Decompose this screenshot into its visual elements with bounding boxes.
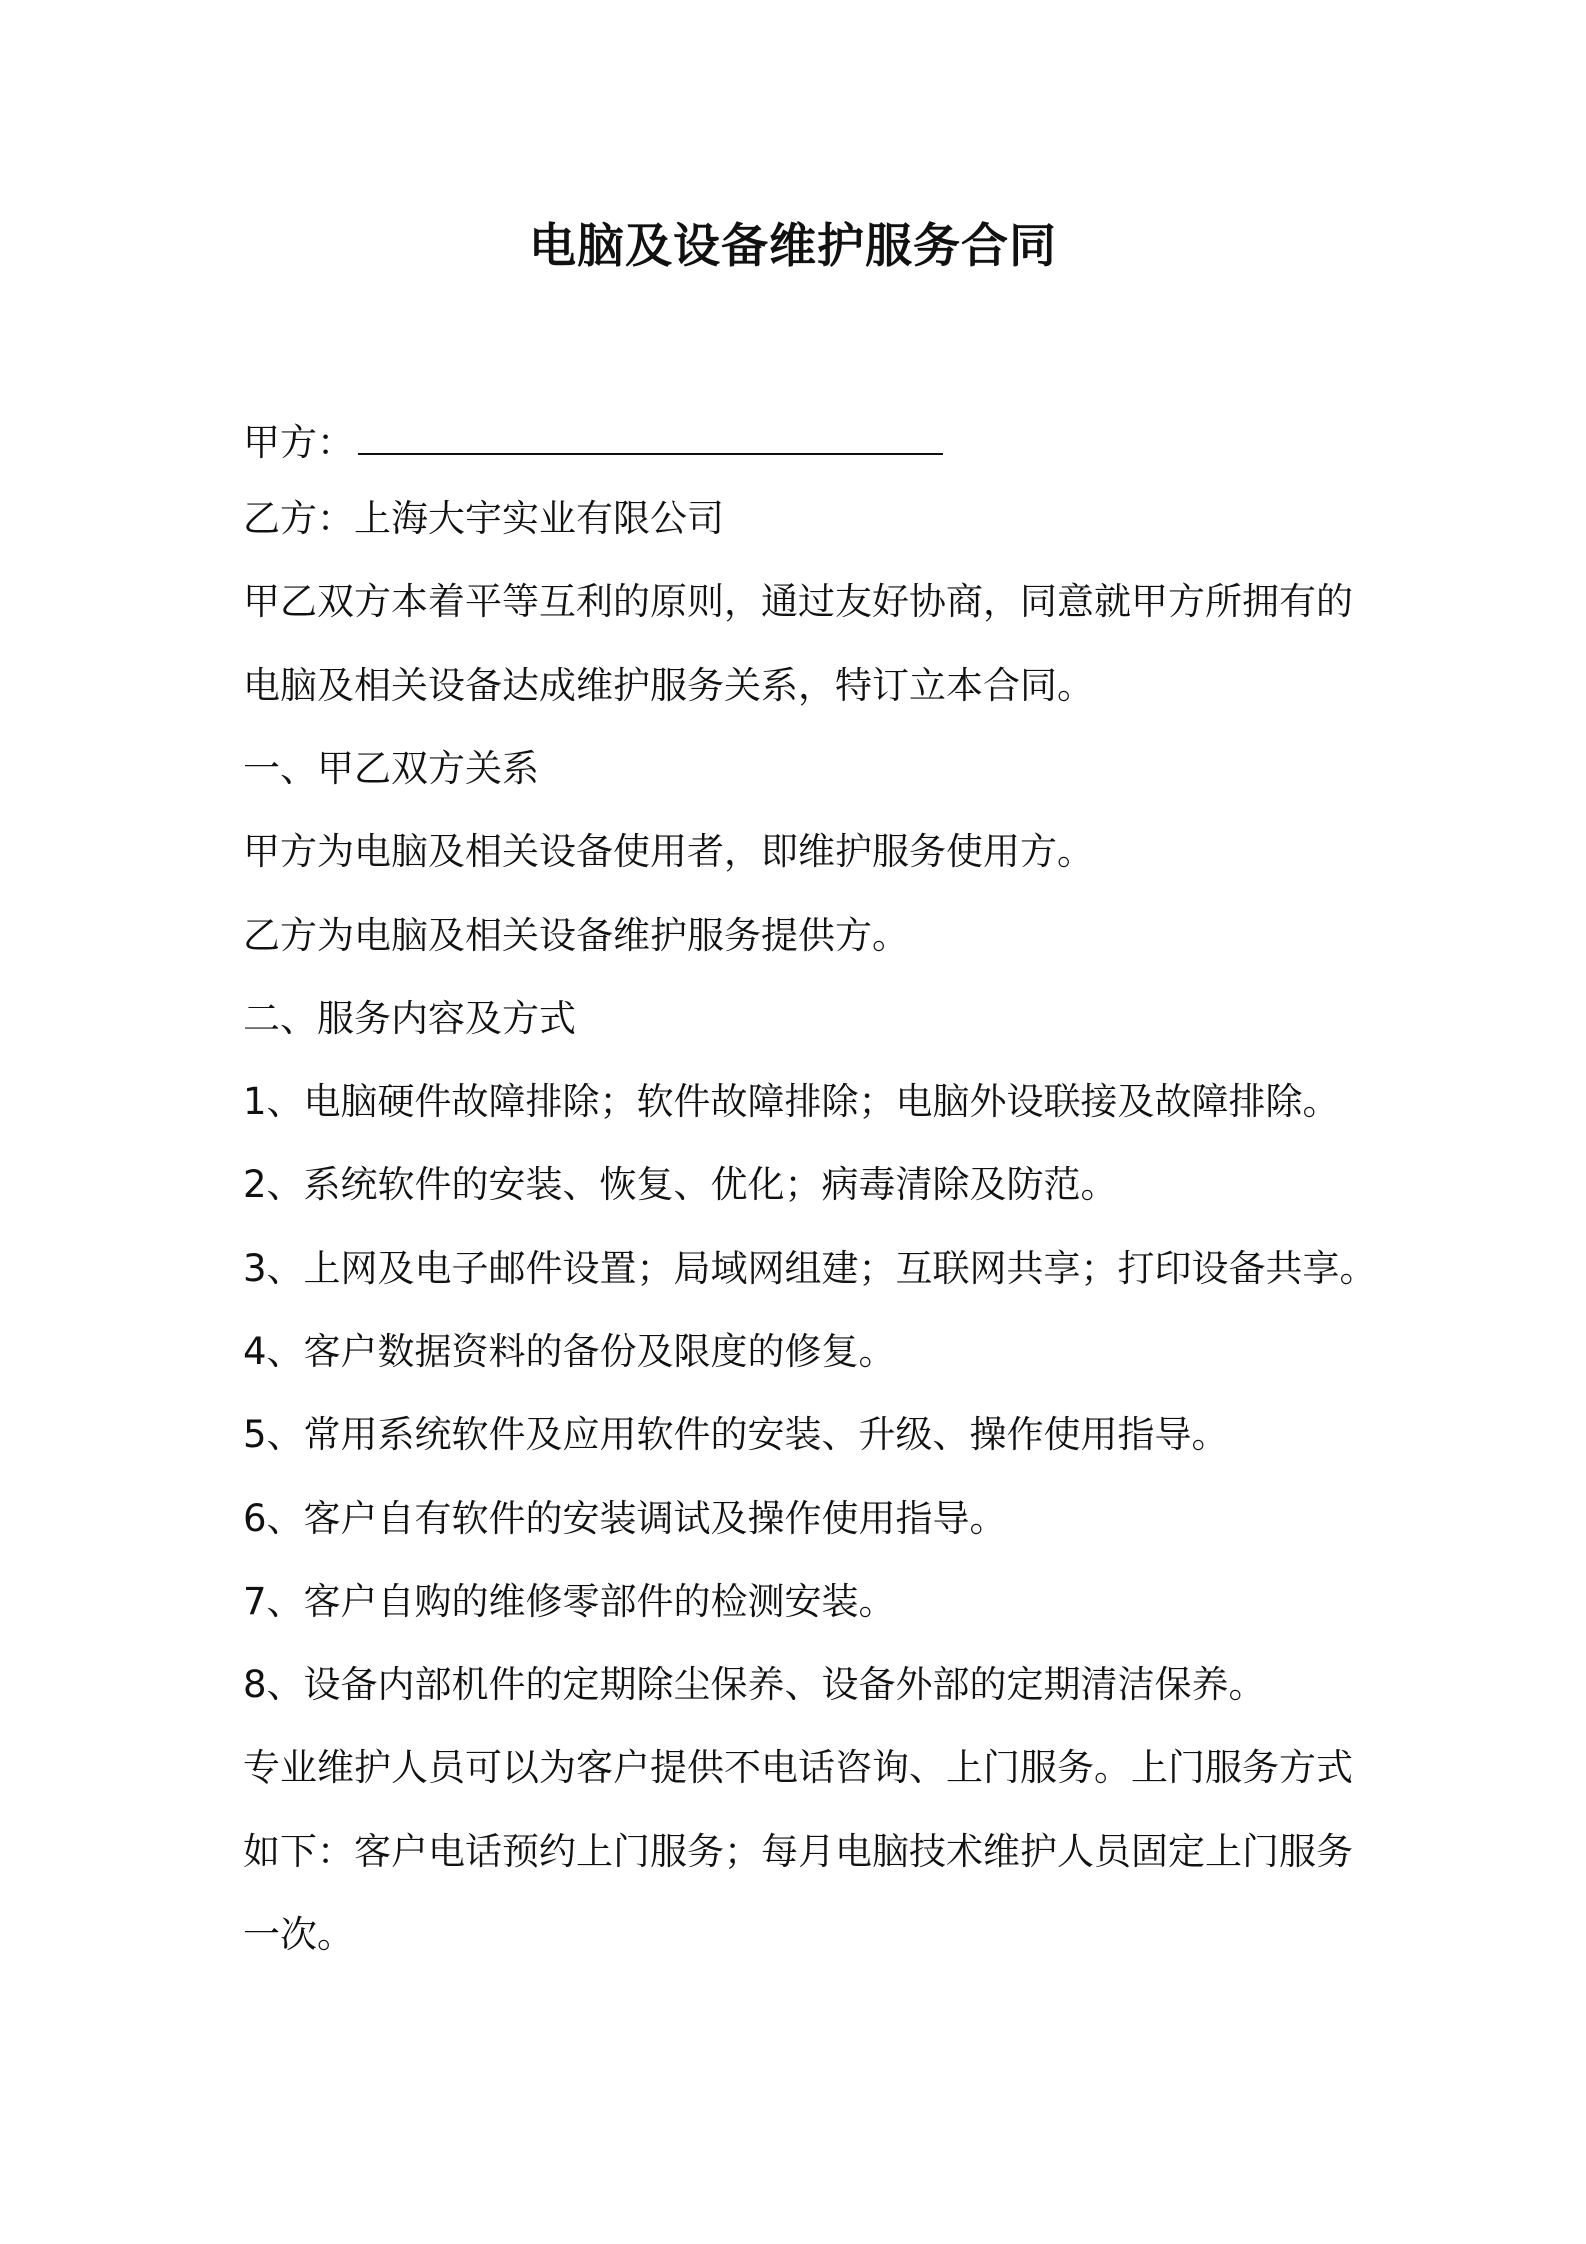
- paragraph-line: 专业维护人员可以为客户提供不电话咨询、上门服务。上门服务方式: [243, 1746, 1353, 1789]
- section-heading-1: 一、甲乙双方关系: [243, 747, 539, 790]
- party-a-blank-field: [358, 417, 943, 455]
- list-item: 7、客户自购的维修零部件的检测安装。: [243, 1580, 896, 1623]
- paragraph-line: 甲方为电脑及相关设备使用者，即维护服务使用方。: [243, 830, 1094, 873]
- intro-line-1: 甲乙双方本着平等互利的原则，通过友好协商，同意就甲方所拥有的: [243, 580, 1353, 623]
- paragraph-line: 一次。: [243, 1913, 354, 1956]
- intro-line-2: 电脑及相关设备达成维护服务关系，特订立本合同。: [243, 664, 1094, 707]
- document-title: 电脑及设备维护服务合同: [529, 219, 1057, 274]
- party-b-line: 乙方：上海大宇实业有限公司: [243, 497, 724, 540]
- list-item: 6、客户自有软件的安装调试及操作使用指导。: [243, 1497, 1007, 1540]
- list-item: 3、上网及电子邮件设置；局域网组建；互联网共享；打印设备共享。: [243, 1247, 1377, 1290]
- list-item: 4、客户数据资料的备份及限度的修复。: [243, 1330, 896, 1373]
- paragraph-line: 乙方为电脑及相关设备维护服务提供方。: [243, 914, 909, 957]
- paragraph-line: 如下：客户电话预约上门服务；每月电脑技术维护人员固定上门服务: [243, 1830, 1353, 1873]
- party-a-label: 甲方：: [243, 421, 354, 464]
- list-item: 5、常用系统软件及应用软件的安装、升级、操作使用指导。: [243, 1413, 1229, 1456]
- list-item: 2、系统软件的安装、恢复、优化；病毒清除及防范。: [243, 1163, 1118, 1206]
- party-a-line: [243, 417, 943, 468]
- section-heading-2: 二、服务内容及方式: [243, 997, 576, 1040]
- list-item: 8、设备内部机件的定期除尘保养、设备外部的定期清洁保养。: [243, 1663, 1266, 1706]
- list-item: 1、电脑硬件故障排除；软件故障排除；电脑外设联接及故障排除。: [243, 1080, 1340, 1123]
